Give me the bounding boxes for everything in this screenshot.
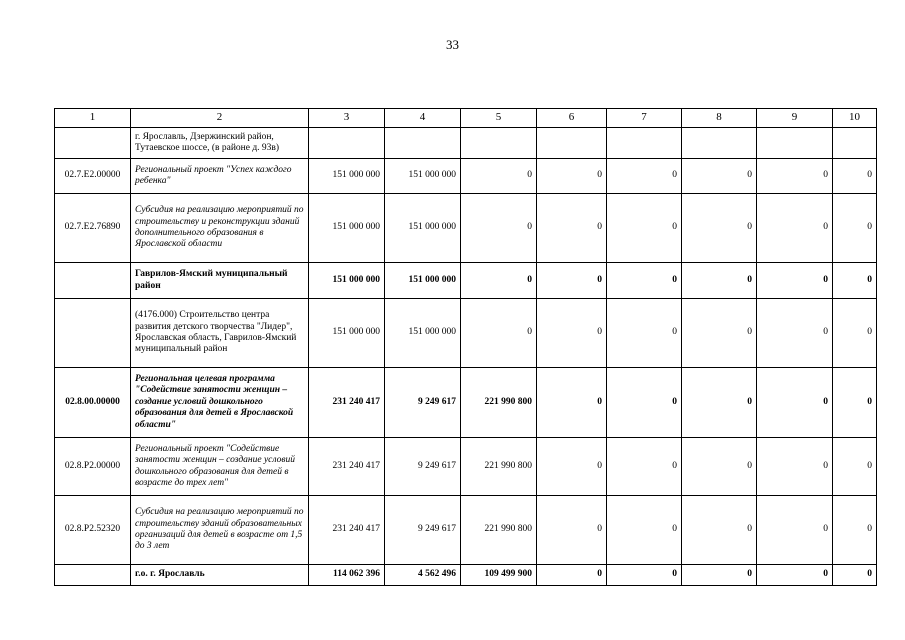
row-col10: 0 — [833, 299, 877, 368]
row-col6: 0 — [537, 565, 607, 586]
page-number: 33 — [446, 37, 459, 52]
row-col10: 0 — [833, 194, 877, 263]
row-name: г.о. г. Ярославль — [131, 565, 309, 586]
header-cell: 1 — [55, 109, 131, 128]
row-col10 — [833, 128, 877, 159]
row-code — [55, 299, 131, 368]
table-row — [55, 128, 877, 159]
row-col5: 0 — [461, 299, 537, 368]
row-col8: 0 — [682, 194, 757, 263]
row-col6: 0 — [537, 368, 607, 438]
row-col4: 151 000 000 — [385, 263, 461, 299]
row-col8: 0 — [682, 565, 757, 586]
header-cell: 4 — [385, 109, 461, 128]
row-col10: 0 — [833, 263, 877, 299]
header-cell: 10 — [833, 109, 877, 128]
row-col4: 151 000 000 — [385, 194, 461, 263]
row-col4 — [385, 128, 461, 159]
row-col10: 0 — [833, 565, 877, 586]
budget-table — [54, 108, 877, 586]
row-col3: 231 240 417 — [309, 438, 385, 496]
row-col9: 0 — [757, 438, 833, 496]
row-col5: 0 — [461, 194, 537, 263]
row-col10: 0 — [833, 496, 877, 565]
row-code: 02.7.E2.76890 — [55, 194, 131, 263]
row-col3 — [309, 128, 385, 159]
row-col3: 114 062 396 — [309, 565, 385, 586]
table-row — [55, 496, 877, 565]
row-col9: 0 — [757, 194, 833, 263]
row-col9 — [757, 128, 833, 159]
row-col3: 151 000 000 — [309, 299, 385, 368]
table-row — [55, 299, 877, 368]
row-col5: 221 990 800 — [461, 368, 537, 438]
table-row — [55, 565, 877, 586]
row-col6: 0 — [537, 263, 607, 299]
row-col9: 0 — [757, 159, 833, 194]
table-row — [55, 194, 877, 263]
row-col4: 9 249 617 — [385, 496, 461, 565]
row-name: Региональная целевая программа "Содействие занятости женщин – создание условий дошкольного образования для детей в Ярославской области" — [131, 368, 309, 438]
row-col10: 0 — [833, 368, 877, 438]
row-col9: 0 — [757, 299, 833, 368]
row-col9: 0 — [757, 496, 833, 565]
row-code — [55, 128, 131, 159]
row-col5 — [461, 128, 537, 159]
row-col7: 0 — [607, 565, 682, 586]
row-code: 02.8.P2.52320 — [55, 496, 131, 565]
header-cell: 2 — [131, 109, 309, 128]
row-name: Региональный проект "Успех каждого ребенка" — [131, 159, 309, 194]
row-name: Субсидия на реализацию мероприятий по строительству зданий образовательных организаций для детей в возрасте от 1,5 до 3 лет — [131, 496, 309, 565]
row-col7: 0 — [607, 263, 682, 299]
row-col10: 0 — [833, 159, 877, 194]
header-cell: 5 — [461, 109, 537, 128]
row-name: Региональный проект "Содействие занятости женщин – создание условий дошкольного образования для детей в возрасте до трех лет" — [131, 438, 309, 496]
row-col3: 151 000 000 — [309, 159, 385, 194]
row-col6: 0 — [537, 496, 607, 565]
row-col6: 0 — [537, 194, 607, 263]
row-col5: 221 990 800 — [461, 496, 537, 565]
header-row — [55, 109, 877, 128]
row-col6: 0 — [537, 438, 607, 496]
row-col3: 151 000 000 — [309, 263, 385, 299]
row-col8: 0 — [682, 496, 757, 565]
row-col4: 151 000 000 — [385, 299, 461, 368]
row-col7: 0 — [607, 194, 682, 263]
row-col3: 231 240 417 — [309, 368, 385, 438]
row-name: Субсидия на реализацию мероприятий по строительству и реконструкции зданий дополнительного образования в Ярославской области — [131, 194, 309, 263]
row-col8 — [682, 128, 757, 159]
table-row — [55, 263, 877, 299]
row-col6: 0 — [537, 299, 607, 368]
row-name: г. Ярославль, Дзержинский район, Тутаевское шоссе, (в районе д. 93в) — [131, 128, 309, 159]
row-col4: 4 562 496 — [385, 565, 461, 586]
row-name: Гаврилов-Ямский муниципальный район — [131, 263, 309, 299]
header-cell: 9 — [757, 109, 833, 128]
header-cell: 6 — [537, 109, 607, 128]
row-col3: 151 000 000 — [309, 194, 385, 263]
row-col7: 0 — [607, 159, 682, 194]
row-col8: 0 — [682, 263, 757, 299]
row-col8: 0 — [682, 368, 757, 438]
row-col3: 231 240 417 — [309, 496, 385, 565]
table-row — [55, 159, 877, 194]
row-code: 02.8.P2.00000 — [55, 438, 131, 496]
row-col9: 0 — [757, 368, 833, 438]
row-col6 — [537, 128, 607, 159]
row-code — [55, 565, 131, 586]
row-col5: 0 — [461, 159, 537, 194]
row-col5: 109 499 900 — [461, 565, 537, 586]
row-col9: 0 — [757, 565, 833, 586]
row-col9: 0 — [757, 263, 833, 299]
row-code — [55, 263, 131, 299]
row-code: 02.8.00.00000 — [55, 368, 131, 438]
row-col8: 0 — [682, 159, 757, 194]
row-col5: 221 990 800 — [461, 438, 537, 496]
row-col5: 0 — [461, 263, 537, 299]
row-col7: 0 — [607, 496, 682, 565]
row-col7: 0 — [607, 299, 682, 368]
table-row — [55, 438, 877, 496]
row-col7: 0 — [607, 438, 682, 496]
row-col7: 0 — [607, 368, 682, 438]
header-cell: 7 — [607, 109, 682, 128]
table-row — [55, 368, 877, 438]
row-col4: 151 000 000 — [385, 159, 461, 194]
row-col8: 0 — [682, 438, 757, 496]
header-cell: 3 — [309, 109, 385, 128]
row-code: 02.7.E2.00000 — [55, 159, 131, 194]
row-col4: 9 249 617 — [385, 438, 461, 496]
row-col8: 0 — [682, 299, 757, 368]
row-col4: 9 249 617 — [385, 368, 461, 438]
header-cell: 8 — [682, 109, 757, 128]
row-col6: 0 — [537, 159, 607, 194]
row-col10: 0 — [833, 438, 877, 496]
row-name: (4176.000) Строительство центра развития детского творчества "Лидер", Ярославская область, Гаврилов-Ямский муниципальный район — [131, 299, 309, 368]
row-col7 — [607, 128, 682, 159]
